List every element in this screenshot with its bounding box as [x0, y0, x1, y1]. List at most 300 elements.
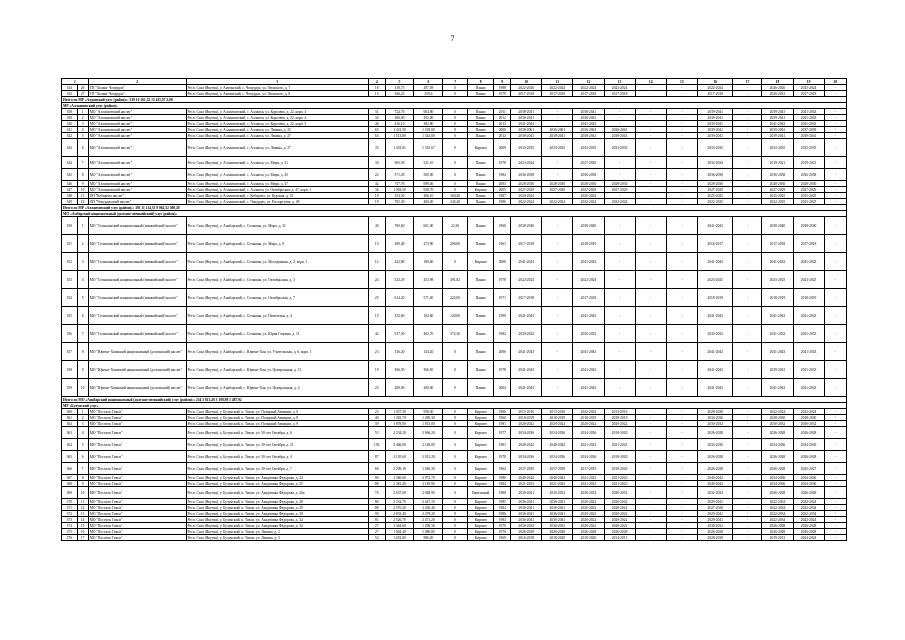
value-cell: 1990 [494, 307, 511, 325]
owner-cell: МО "Селышакский национальный (эвенкийский) наслег" [88, 271, 186, 289]
value-cell: 88 [368, 505, 385, 511]
value-cell: - [666, 91, 697, 97]
value-cell: - [733, 451, 762, 463]
value-cell: 1 652,00 [385, 535, 414, 541]
value-cell: 1 027,30 [385, 409, 414, 415]
value-cell: 2034-2036 [793, 481, 824, 487]
value-cell: 2003 [494, 181, 511, 187]
value-cell: 2026-2028 [793, 523, 824, 529]
value-cell: Панно [467, 325, 494, 343]
value-cell: 2018-2016 [573, 235, 604, 253]
value-cell: 0 [443, 523, 467, 529]
table-row [62, 343, 847, 361]
row-index: 16 [77, 529, 88, 535]
value-cell: 65 [368, 127, 385, 133]
value-cell: - [604, 343, 635, 361]
value-cell: 1983 [494, 517, 511, 523]
row-index: 27 [77, 91, 88, 97]
value-cell: - [824, 85, 846, 91]
value-cell: 2026-2028 [793, 451, 824, 463]
value-cell: - [635, 127, 666, 133]
owner-cell: МО "Поселок Тикси" [88, 415, 186, 421]
value-cell: 2022-2024 [604, 199, 635, 205]
value-cell: 0 [443, 181, 467, 187]
value-cell: 2018-2019 [697, 289, 733, 307]
value-cell: - [666, 121, 697, 127]
value-cell: - [542, 217, 573, 235]
value-cell: 2 447,10 [414, 499, 443, 505]
value-cell: 2031-2033 [793, 325, 824, 343]
owner-cell: МО "Селышакский национальный (эвенкийский) наслег" [88, 253, 186, 271]
value-cell: - [733, 139, 762, 157]
value-cell: 2034-2036 [793, 475, 824, 481]
value-cell: - [666, 421, 697, 427]
value-cell: 2025-2025 [793, 193, 824, 199]
owner-cell: МО "Селышакский национальный (эвенкийский) наслег" [88, 289, 186, 307]
value-cell: 87 [368, 451, 385, 463]
value-cell: 2025-2025 [697, 193, 733, 199]
value-cell: 2041-2043 [793, 121, 824, 127]
value-cell: 2 148,00 [414, 439, 443, 451]
address-cell: Респ. Саха (Якутия), у. Аллаиховский, с. Кебиргил, ул. Курская, д. 35 [186, 193, 368, 199]
row-number: 342 [62, 133, 78, 139]
row-number: 363 [62, 427, 78, 439]
value-cell: 352,60 [385, 307, 414, 325]
value-cell: 2039-2041 [762, 133, 793, 139]
table-row [62, 451, 847, 463]
row-index: 3 [77, 253, 88, 271]
value-cell: - [604, 217, 635, 235]
row-number: 339 [62, 115, 78, 121]
value-cell: 2038-2041 [604, 133, 635, 139]
row-number: 350 [62, 217, 78, 235]
value-cell: 2018-2020 [542, 535, 573, 541]
row-index: 6 [77, 451, 88, 463]
table-row [62, 169, 847, 181]
table-row [62, 361, 847, 379]
row-index: 12 [77, 199, 88, 205]
value-cell: - [824, 199, 846, 205]
value-cell: 22,30 [443, 217, 467, 235]
row-number: 340 [62, 121, 78, 127]
value-cell: 2030-2032 [511, 523, 542, 529]
value-cell: 2029-2041 [697, 499, 733, 505]
owner-cell: МО "Поселок Тикси" [88, 409, 186, 415]
value-cell: 2036-2041 [542, 511, 573, 517]
value-cell: 1988 [494, 487, 511, 499]
value-cell: 2005 [494, 187, 511, 193]
value-cell: - [635, 307, 666, 325]
value-cell: - [824, 427, 846, 439]
value-cell: 416,10 [385, 121, 414, 127]
value-cell: - [666, 343, 697, 361]
row-number: 344 [62, 157, 78, 169]
address-cell: Респ. Саха (Якутия), у. Аллаиховский, с. Аллаиха, ул. Октябрьская, д. 47, корп. 1 [186, 187, 368, 193]
owner-cell: МО "Юрюнг-Хаинский национальный (долганский) наслег" [88, 361, 186, 379]
value-cell: 1 878,00 [385, 421, 414, 427]
value-cell: 0 [443, 535, 467, 541]
value-cell: 2038-2041 [542, 133, 573, 139]
value-cell: 2030-2032 [573, 487, 604, 499]
value-cell: 2022-2034 [762, 499, 793, 505]
column-header: 1 [62, 79, 89, 85]
value-cell: - [635, 511, 666, 517]
owner-cell: МО "Поселок Тикси" [88, 439, 186, 451]
value-cell: 2020-2022 [604, 499, 635, 505]
table-row [62, 427, 847, 439]
value-cell: 162,60 [414, 307, 443, 325]
table-row [62, 463, 847, 475]
value-cell: 76 [368, 487, 385, 499]
value-cell: 2026-2028 [697, 529, 733, 535]
owner-cell: МО "Юрюнг-Хаинский национальный (долганский) наслег" [88, 379, 186, 397]
value-cell: 2041-2043 [511, 121, 542, 127]
value-cell: Кирпич [467, 253, 494, 271]
row-number: 352 [62, 253, 78, 271]
column-header: 4 [368, 79, 385, 85]
value-cell: 2038-2041 [511, 115, 542, 121]
owner-cell: МО "Аллаиховский наслег" [88, 127, 186, 133]
row-number: 376 [62, 535, 78, 541]
value-cell: - [824, 439, 846, 451]
register-table-body [62, 79, 847, 541]
value-cell: - [824, 133, 846, 139]
value-cell: - [635, 85, 666, 91]
value-cell: - [604, 193, 635, 199]
address-cell: Респ. Саха (Якутия), у. Булунский, п. Тикси, ул. Академика Фёдорова, д. 26а [186, 487, 368, 499]
value-cell: - [666, 529, 697, 535]
owner-cell: МО "Поселок Тикси" [88, 451, 186, 463]
value-cell: 391,82 [443, 271, 467, 289]
value-cell: - [666, 271, 697, 289]
value-cell: 2022-2024 [697, 85, 733, 91]
value-cell: - [604, 379, 635, 397]
value-cell: 917,30 [385, 325, 414, 343]
value-cell: 2026-2028 [762, 463, 793, 475]
owner-cell: МО "Селышакский национальный (эвенкийский) наслег" [88, 307, 186, 325]
value-cell: 664,80 [414, 109, 443, 115]
column-header: 11 [542, 79, 573, 85]
value-cell: 0 [443, 451, 467, 463]
row-index: 1 [77, 109, 88, 115]
row-number: 364 [62, 439, 78, 451]
value-cell: - [666, 289, 697, 307]
value-cell: 2040-2042 [511, 475, 542, 481]
owner-cell: МО "Поселок Тикси" [88, 523, 186, 529]
value-cell: - [733, 439, 762, 451]
value-cell: 2031-2033 [793, 361, 824, 379]
value-cell: Кирпич [467, 475, 494, 481]
address-cell: Респ. Саха (Якутия), у. Анабарский, с. Селышак, ул. Октябрьская, д. 3 [186, 271, 368, 289]
value-cell: - [733, 427, 762, 439]
value-cell: 0 [443, 343, 467, 361]
table-row [62, 217, 847, 235]
value-cell: 2041-2043 [573, 361, 604, 379]
row-index: 3 [77, 421, 88, 427]
value-cell: 0 [443, 409, 467, 415]
value-cell: 523,29 [385, 271, 414, 289]
address-cell: Респ. Саха (Якутия), у. Аллаиховский, с. Аллаиха, ул. Мира, д. 47 [186, 181, 368, 187]
value-cell: 2028-2030 [697, 535, 733, 541]
owner-cell: МО "Поселок Тикси" [88, 487, 186, 499]
value-cell: 2041-2043 [793, 115, 824, 121]
value-cell: - [733, 289, 762, 307]
value-cell: 2039-2041 [762, 109, 793, 115]
value-cell: 15 [368, 307, 385, 325]
value-cell: 2018-2019 [793, 289, 824, 307]
value-cell: 2008 [494, 127, 511, 133]
value-cell: 1 513,80 [385, 133, 414, 139]
row-index: 8 [77, 169, 88, 181]
value-cell: 1988 [494, 85, 511, 91]
value-cell: 2012 [494, 115, 511, 121]
value-cell: 2022-2024 [542, 85, 573, 91]
row-number: 349 [62, 199, 78, 205]
value-cell: 2026-2028 [511, 529, 542, 535]
value-cell: - [824, 127, 846, 133]
group-label: Итого по МО «Анабарский национальный (долгано-эвенкийский) улус (район)»: 234 3 813,40 3 198,98 1 487,92 [62, 397, 847, 403]
value-cell: 2020-2022 [573, 523, 604, 529]
value-cell: 2041-2043 [697, 217, 733, 235]
column-header: 3 [186, 79, 368, 85]
value-cell: 2 066,20 [414, 427, 443, 439]
row-number: 358 [62, 361, 78, 379]
value-cell: - [542, 307, 573, 325]
value-cell: - [666, 217, 697, 235]
value-cell: 2026-2031 [762, 91, 793, 97]
value-cell: Панно [467, 181, 494, 187]
value-cell: 19 [368, 199, 385, 205]
value-cell: 2023-2025 [793, 271, 824, 289]
value-cell: 2022-2024 [793, 499, 824, 505]
value-cell: 2036-2041 [511, 499, 542, 505]
value-cell: 2022-2024 [573, 85, 604, 91]
address-cell: Респ. Саха (Якутия), у. Анабарский, с. Юрюнг-Хая, ул. Учительская, д. 6, корп. 1 [186, 343, 368, 361]
value-cell: 19 [368, 235, 385, 253]
value-cell: - [666, 427, 697, 439]
row-index: 10 [77, 487, 88, 499]
value-cell: 2 332,70 [385, 499, 414, 505]
value-cell: - [733, 253, 762, 271]
value-cell: 2017-2018 [697, 91, 733, 97]
value-cell: 42 [368, 325, 385, 343]
value-cell: - [542, 157, 573, 169]
address-cell: Респ. Саха (Якутия), у. Булунский, п. Тикси, ул. Полярной Авиации, д. 8 [186, 415, 368, 421]
value-cell: 2030-2032 [793, 421, 824, 427]
value-cell: 2018-2019 [542, 415, 573, 421]
address-cell: Респ. Саха (Якутия), у. Аллаиховский, с. Аллаиха, ул. Мира, д. 31 [186, 157, 368, 169]
value-cell: 2038-2040 [511, 217, 542, 235]
value-cell: 2034-2036 [697, 415, 733, 421]
value-cell: 2027-2029 [573, 187, 604, 193]
row-index: 10 [77, 379, 88, 397]
value-cell: - [635, 181, 666, 187]
value-cell: - [666, 115, 697, 121]
value-cell: - [635, 481, 666, 487]
row-index: 8 [77, 343, 88, 361]
value-cell: 18 [368, 193, 385, 199]
value-cell: 25 [368, 379, 385, 397]
value-cell: 2039-2041 [697, 115, 733, 121]
value-cell: - [666, 361, 697, 379]
value-cell: 2034-2036 [573, 451, 604, 463]
value-cell: 0 [443, 121, 467, 127]
value-cell: - [733, 217, 762, 235]
column-header: 8 [467, 79, 494, 85]
value-cell: 1970 [494, 529, 511, 535]
row-number: 366 [62, 463, 78, 475]
owner-cell: МО "Аллаиховский наслег" [88, 133, 186, 139]
value-cell: 2013-2016 [604, 409, 635, 415]
value-cell: 2036-2038 [573, 169, 604, 181]
address-cell: Респ. Саха (Якутия), у. Анабарский, с. Селышак, ул. Юрия Гагрина, д. 11 [186, 325, 368, 343]
value-cell: 46 [368, 121, 385, 127]
row-index: 7 [77, 157, 88, 169]
value-cell: 0 [443, 421, 467, 427]
value-cell: 36 [368, 187, 385, 193]
row-number: 367 [62, 475, 78, 481]
owner-cell: МО "Селышакский национальный (эвенкийский) наслег" [88, 217, 186, 235]
value-cell: - [542, 109, 573, 115]
owner-cell: ТП "Холанг Чопурдах" [88, 85, 186, 91]
address-cell: Респ. Саха (Якутия), у. Булунский, п. Тикси, ул. Академика Фёдорова, д. 29 [186, 505, 368, 511]
value-cell: - [542, 121, 573, 127]
value-cell: - [824, 91, 846, 97]
value-cell: - [604, 115, 635, 121]
value-cell: - [733, 115, 762, 121]
value-cell: 2026-2028 [762, 529, 793, 535]
value-cell: 2020-2022 [604, 511, 635, 517]
value-cell: Кирпич [467, 511, 494, 517]
value-cell: 19 [368, 361, 385, 379]
value-cell: - [733, 523, 762, 529]
value-cell: - [604, 121, 635, 127]
value-cell: 2015-2016 [511, 409, 542, 415]
value-cell: 2028-2030 [697, 409, 733, 415]
value-cell: - [733, 499, 762, 505]
value-cell: 2006 [494, 253, 511, 271]
value-cell: 2 478,20 [414, 511, 443, 517]
owner-cell: МО "Юрюнг-Хаинский национальный (долганский) наслег" [88, 343, 186, 361]
value-cell: 0 [443, 187, 467, 193]
value-cell: 2040-2042 [542, 475, 573, 481]
value-cell: 2036-2038 [511, 169, 542, 181]
value-cell: - [635, 523, 666, 529]
value-cell: - [635, 517, 666, 523]
value-cell: 2021-2023 [511, 481, 542, 487]
value-cell: 2021-2023 [604, 475, 635, 481]
value-cell: 1986 [494, 199, 511, 205]
value-cell: 2017-2018 [762, 235, 793, 253]
value-cell: 2025-2025 [762, 193, 793, 199]
row-number: 375 [62, 529, 78, 535]
row-number: 355 [62, 307, 78, 325]
column-header: 15 [666, 79, 697, 85]
value-cell: 2032-2034 [697, 487, 733, 499]
value-cell: - [604, 235, 635, 253]
value-cell: - [604, 307, 635, 325]
table-row [62, 235, 847, 253]
value-cell: - [733, 193, 762, 199]
value-cell: - [666, 253, 697, 271]
value-cell: 2030-2041 [511, 487, 542, 499]
address-cell: Респ. Саха (Якутия), у. Булунский, п. Тикси, ул. 50-лет Октября, д. 7 [186, 463, 368, 475]
value-cell: 2020-2024 [573, 193, 604, 199]
value-cell: 2028-2030 [604, 181, 635, 187]
value-cell: 2027-2029 [762, 187, 793, 193]
value-cell: 2036-2061 [573, 127, 604, 133]
value-cell: - [542, 325, 573, 343]
value-cell: 134,20 [414, 343, 443, 361]
group-label: МО «Амбарский национальный (долгано-эвенкийский) улус (район)» [62, 211, 847, 217]
row-index: 3 [77, 121, 88, 127]
value-cell: - [666, 511, 697, 517]
value-cell: - [635, 451, 666, 463]
value-cell: 1982 [494, 325, 511, 343]
value-cell: 2040-2042 [697, 481, 733, 487]
value-cell: 2036-2041 [542, 499, 573, 505]
value-cell: 2009 [494, 139, 511, 157]
table-row [62, 139, 847, 157]
value-cell: 0 [443, 487, 467, 499]
value-cell: - [666, 127, 697, 133]
address-cell: Респ. Саха (Якутия), у. Аллаиховский, с. Аллаиха, ул. Ленина, д. 25 [186, 127, 368, 133]
row-index: 9 [77, 181, 88, 187]
value-cell: - [824, 409, 846, 415]
table-row [62, 439, 847, 451]
row-number: 370 [62, 499, 78, 505]
value-cell: 2033-2035 [793, 139, 824, 157]
value-cell: 39 [368, 421, 385, 427]
value-cell: 0 [443, 481, 467, 487]
value-cell: 90 [368, 475, 385, 481]
value-cell: 2028-2030 [793, 415, 824, 421]
value-cell: 1961 [494, 235, 511, 253]
column-header: 16 [697, 79, 733, 85]
value-cell: 2034-2036 [762, 475, 793, 481]
table-row [62, 157, 847, 169]
value-cell: 90 [368, 511, 385, 517]
value-cell: 1966 [494, 409, 511, 415]
address-cell: Респ. Саха (Якутия), у. Амгинский, с. Чопурдах, ул. Оюнского, д. 8 [186, 91, 368, 97]
row-index: 2 [77, 415, 88, 421]
value-cell: 0 [443, 439, 467, 451]
row-index: 5 [77, 289, 88, 307]
value-cell: 0 [443, 133, 467, 139]
value-cell: 2018-2019 [604, 415, 635, 421]
value-cell: 938,70 [414, 187, 443, 193]
row-number: 353 [62, 271, 78, 289]
value-cell: 0 [443, 463, 467, 475]
value-cell: 2013 [494, 121, 511, 127]
row-number: 371 [62, 505, 78, 511]
value-cell: 2012 [494, 133, 511, 139]
value-cell: 2027-2029 [542, 187, 573, 193]
value-cell: - [824, 253, 846, 271]
value-cell: 2040-2042 [697, 475, 733, 481]
value-cell: 12 [368, 253, 385, 271]
value-cell: 2038-2041 [573, 115, 604, 121]
value-cell: 2014-2015 [604, 535, 635, 541]
value-cell: - [733, 463, 762, 475]
value-cell: 2036-2041 [511, 511, 542, 517]
value-cell: 2020-2022 [604, 517, 635, 523]
value-cell: 2022-2024 [573, 409, 604, 415]
value-cell: - [824, 487, 846, 499]
value-cell: 2028-2030 [762, 415, 793, 421]
row-number: 365 [62, 451, 78, 463]
value-cell: 2017-2018 [793, 91, 824, 97]
